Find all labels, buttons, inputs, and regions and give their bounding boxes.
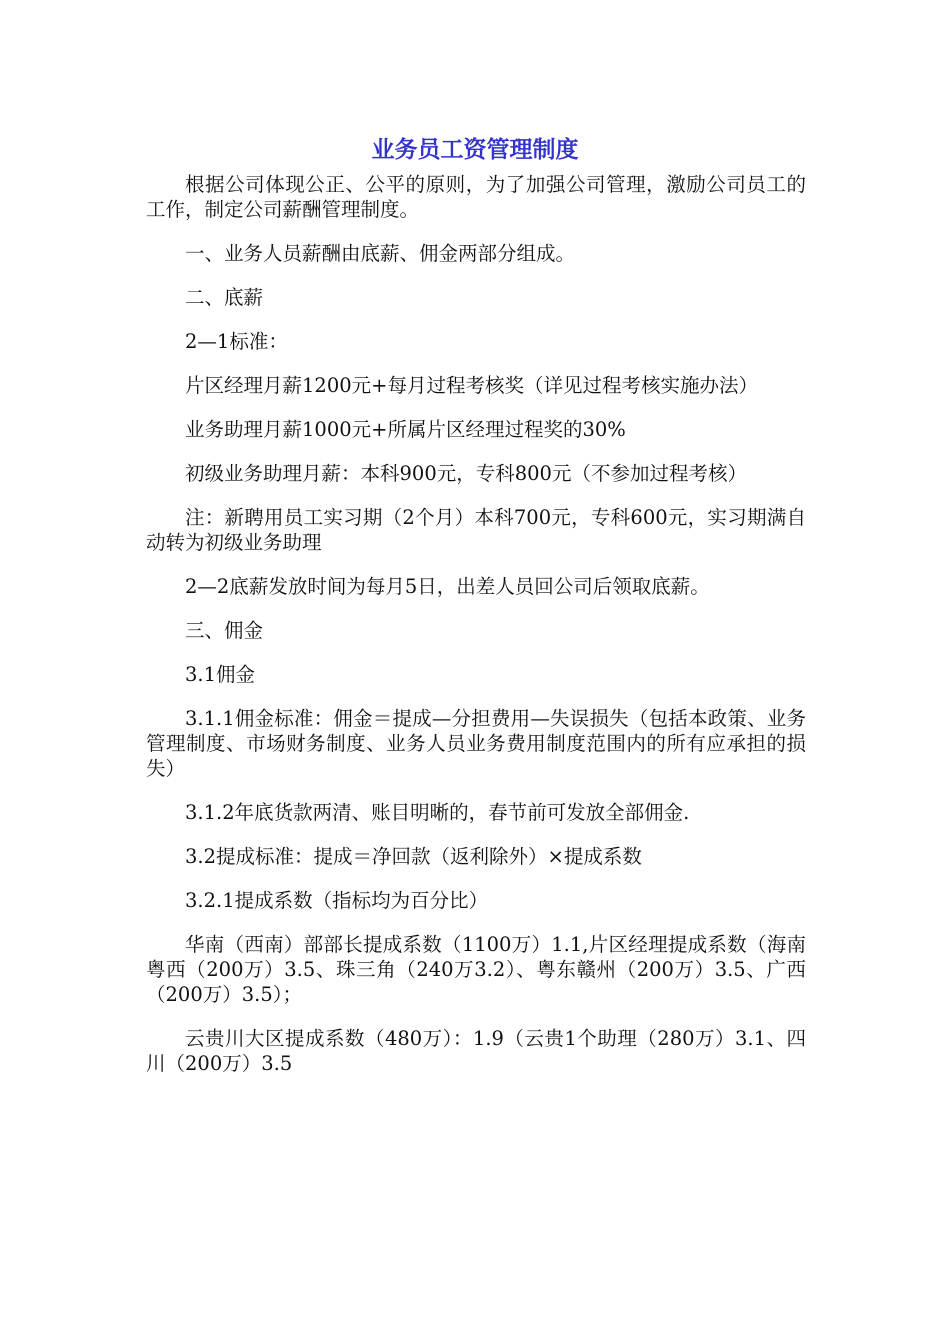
paragraph-2-2-payment-date: 2—2底薪发放时间为每月5日，出差人员回公司后领取底薪。 — [185, 575, 710, 598]
document-body — [146, 172, 806, 1095]
paragraph-3-2-1-coefficients: 3.2.1提成系数（指标均为百分比） — [185, 889, 489, 912]
paragraph-assistant-salary: 业务助理月薪1000元+所属片区经理过程奖的30% — [185, 418, 626, 441]
paragraph-3-2-bonus-standard: 3.2提成标准：提成＝净回款（返利除外）×提成系数 — [185, 845, 642, 868]
document-title: 业务员工资管理制度 — [371, 137, 579, 163]
paragraph-probation-note: 注：新聘用员工实习期（2个月）本科700元，专科600元，实习期满自动转为初级业务助理 — [146, 506, 806, 554]
paragraph-junior-assistant-salary: 初级业务助理月薪：本科900元，专科800元（不参加过程考核） — [185, 462, 747, 485]
paragraph-3-1-commission: 3.1佣金 — [185, 663, 256, 686]
paragraph-section-3-heading: 三、佣金 — [185, 619, 264, 642]
paragraph-section-2-heading: 二、底薪 — [185, 286, 264, 309]
paragraph-south-china-coefficients: 华南（西南）部部长提成系数（1100万）1.1,片区经理提成系数（海南粤西（200万）3.5、珠三角（240万3.2）、粤东赣州（200万）3.5、广西（200万）3.5）； — [146, 933, 806, 1006]
paragraph-3-1-1-commission-standard: 3.1.1佣金标准：佣金＝提成—分担费用—失误损失（包括本政策、业务管理制度、市场财务制度、业务人员业务费用制度范围内的所有应承担的损失） — [146, 707, 806, 780]
paragraph-yunguichuan-coefficients: 云贵川大区提成系数（480万）：1.9（云贵1个助理（280万）3.1、四川（200万）3.5 — [146, 1027, 806, 1075]
paragraph-area-manager-salary: 片区经理月薪1200元+每月过程考核奖（详见过程考核实施办法） — [185, 374, 758, 397]
paragraph-3-1-2-year-end: 3.1.2年底货款两清、账目明晰的，春节前可发放全部佣金. — [185, 801, 690, 824]
paragraph-section-1: 一、业务人员薪酬由底薪、佣金两部分组成。 — [185, 242, 576, 265]
paragraph-intro: 根据公司体现公正、公平的原则，为了加强公司管理，激励公司员工的工作，制定公司薪酬管理制度。 — [146, 173, 806, 221]
paragraph-2-1-standard: 2—1标准： — [185, 330, 288, 353]
